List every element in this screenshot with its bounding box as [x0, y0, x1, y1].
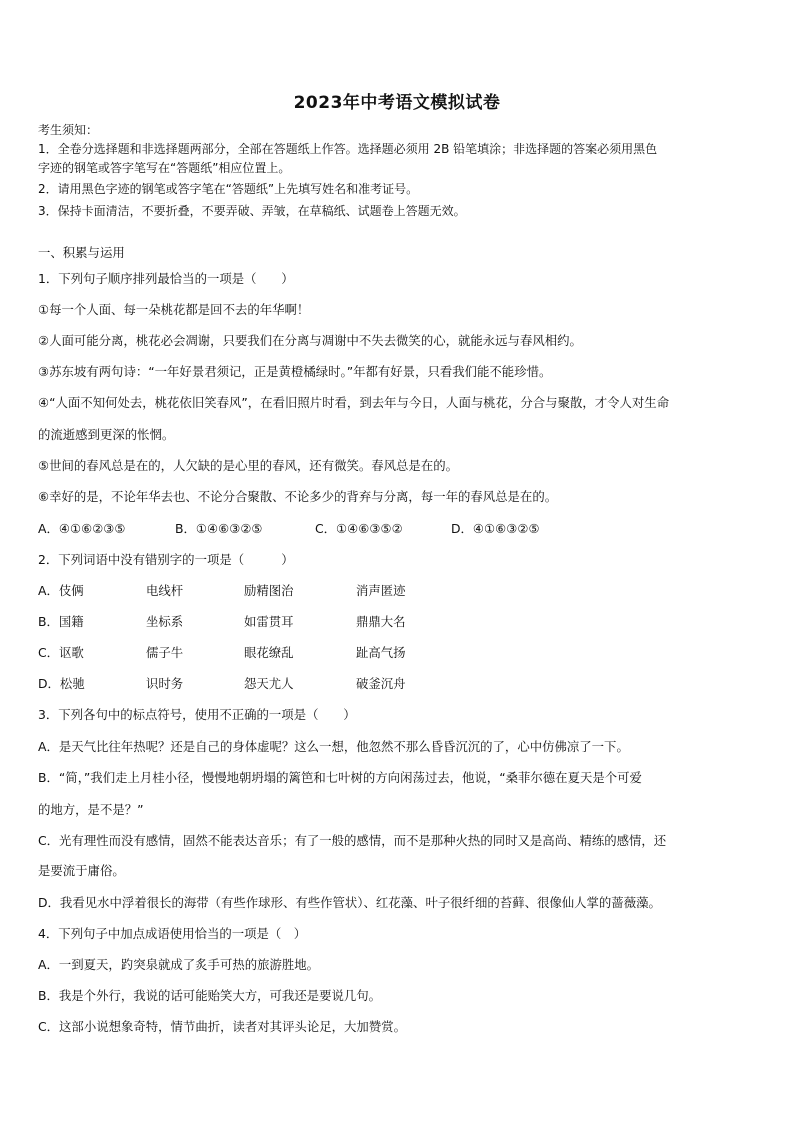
- option-b[interactable]: B．①④⑥③②⑤: [175, 521, 263, 536]
- question-stem: 4．下列句子中加点成语使用恰当的一项是（ ）: [38, 926, 307, 941]
- question-stem: 2．下列词语中没有错别字的一项是（ ）: [38, 552, 294, 567]
- notice-item: 2．请用黑色字迹的钢笔或答字笔在“答题纸”上先填写姓名和准考证号。: [38, 182, 419, 196]
- option-word: 电线杆: [146, 583, 184, 598]
- option-word: 坐标系: [146, 614, 184, 629]
- option-text[interactable]: B．“简，”我们走上月桂小径，慢慢地朝坍塌的篱笆和七叶树的方向闲荡过去，他说，“桑菲尔德在夏天是个可爱: [38, 770, 642, 785]
- option-text[interactable]: B．我是个外行，我说的话可能贻笑大方，可我还是要说几句。: [38, 988, 382, 1003]
- option-row[interactable]: [38, 613, 758, 631]
- notice-item: 字迹的钢笔或答字笔写在“答题纸”相应位置上。: [38, 161, 291, 175]
- option-word: A．伎俩: [38, 583, 84, 598]
- option-row[interactable]: [38, 582, 758, 600]
- option-word: D．松驰: [38, 676, 85, 691]
- option-word: 鼎鼎大名: [356, 614, 406, 629]
- sentence-item: ⑥幸好的是，不论年华去也、不论分合聚散、不论多少的背弃与分离，每一年的春风总是在的。: [38, 489, 558, 504]
- question-stem: 3．下列各句中的标点符号，使用不正确的一项是（ ）: [38, 707, 356, 722]
- section-heading: 一、积累与运用: [38, 245, 125, 260]
- option-a[interactable]: A．④①⑥②③⑤: [38, 521, 126, 536]
- sentence-item: ⑤世间的春风总是在的，人欠缺的是心里的春风，还有微笑。春风总是在的。: [38, 458, 458, 473]
- option-word: B．国籍: [38, 614, 84, 629]
- question-stem: 1．下列句子顺序排列最恰当的一项是（ ）: [38, 271, 294, 286]
- option-word: 趾高气扬: [356, 645, 406, 660]
- sentence-item: ③苏东坡有两句诗：“一年好景君须记，正是黄橙橘绿时。”年都有好景，只看我们能不能珍惜。: [38, 364, 552, 379]
- notice-item: 1．全卷分选择题和非选择题两部分，全部在答题纸上作答。选择题必须用 2B 铅笔填涂；非选择题的答案必须用黑色: [38, 142, 658, 156]
- option-text[interactable]: D．我看见水中浮着很长的海带（有些作球形、有些作管状）、红花藻、叶子很纤细的苔藓、很像仙人掌的蔷薇藻。: [38, 895, 661, 910]
- option-word: 儒子牛: [146, 645, 184, 660]
- option-row[interactable]: [38, 644, 758, 662]
- option-text[interactable]: A．是天气比往年热呢？还是自己的身体虚呢？这么一想，他忽然不那么昏昏沉沉的了，心中仿佛凉了一下。: [38, 739, 629, 754]
- option-word: 励精图治: [244, 583, 294, 598]
- option-text[interactable]: 是要流于庸俗。: [38, 863, 125, 878]
- sentence-item: ②人面可能分离，桃花必会凋谢，只要我们在分离与凋谢中不失去微笑的心，就能永远与春风相约。: [38, 333, 582, 348]
- option-word: 消声匿迹: [356, 583, 406, 598]
- option-d[interactable]: D．④①⑥③②⑤: [451, 521, 540, 536]
- notice-item: 3．保持卡面清洁，不要折叠，不要弄破、弄皱，在草稿纸、试题卷上答题无效。: [38, 204, 466, 218]
- option-word: C．讴歌: [38, 645, 84, 660]
- notice-heading: 考生须知：: [38, 123, 99, 137]
- option-word: 破釜沉舟: [356, 676, 406, 691]
- page-title: 2023年中考语文模拟试卷: [293, 93, 501, 113]
- option-row[interactable]: [38, 675, 758, 693]
- option-word: 识时务: [146, 676, 184, 691]
- option-text[interactable]: C．这部小说想象奇特，情节曲折，读者对其评头论足，大加赞赏。: [38, 1019, 406, 1034]
- sentence-item: ①每一个人面、每一朵桃花都是回不去的年华啊！: [38, 302, 310, 317]
- option-c[interactable]: C．①④⑥③⑤②: [315, 521, 403, 536]
- answer-options: [38, 520, 758, 538]
- option-word: 眼花缭乱: [244, 645, 294, 660]
- option-word: 怨天尤人: [244, 676, 294, 691]
- option-text[interactable]: A．一到夏天，趵突泉就成了炙手可热的旅游胜地。: [38, 957, 320, 972]
- sentence-item: ④“人面不知何处去，桃花依旧笑春风”，在看旧照片时看，到去年与今日，人面与桃花，分合与聚散，才令人对生命: [38, 395, 670, 410]
- option-text[interactable]: C．光有理性而没有感情，固然不能表达音乐；有了一般的感情，而不是那种火热的同时又是高尚、精练的感情，还: [38, 833, 667, 848]
- option-text[interactable]: 的地方，是不是？”: [38, 802, 144, 817]
- sentence-item: 的流逝感到更深的怅惘。: [38, 427, 175, 442]
- option-word: 如雷贯耳: [244, 614, 294, 629]
